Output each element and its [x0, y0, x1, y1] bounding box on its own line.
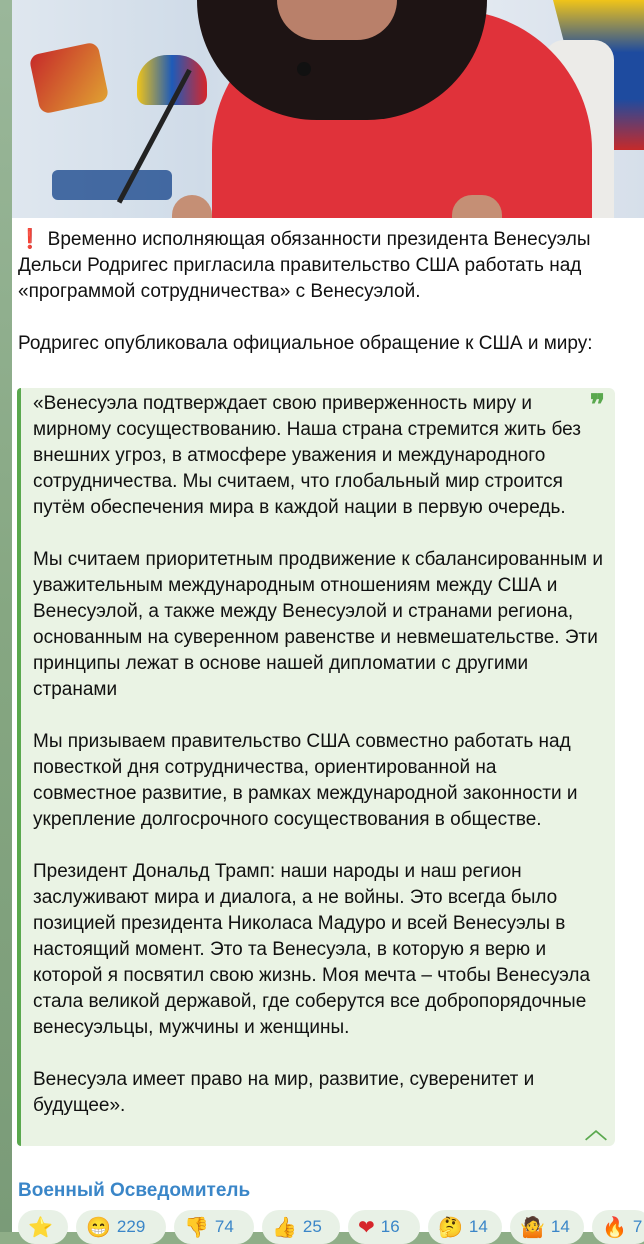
quote-bar	[17, 388, 21, 1146]
shrug-icon: 🤷	[520, 1216, 545, 1239]
reaction-thinking[interactable]	[428, 1210, 502, 1244]
reaction-count: 14	[468, 1217, 488, 1236]
quote-paragraph: Президент Дональд Трамп: наши народы и наш регион заслуживают мира и диалога, а не войны. Это всегда было позицией президента Николаса Мадуро и всей Венесуэлы в настоящий момент. Это та Венесуэла, в которую я верю и которой я посвятил свою жизнь. Моя мечта – чтобы Венесуэла стала великой державой, где соберутся все добропорядочные венесуэльцы, мужчины и женщины.	[33, 861, 591, 1038]
quote-paragraph: Венесуэла имеет право на мир, развитие, суверенитет и будущее».	[33, 1069, 535, 1116]
quote-icon: ❞	[589, 388, 605, 421]
blockquote[interactable]	[17, 388, 615, 1146]
heart-icon: ❤	[358, 1216, 375, 1239]
grin-icon: 😁	[86, 1216, 111, 1239]
quote-paragraph: «Венесуэла подтверждает свою приверженность миру и мирному сосуществованию. Наша страна стремится жить без внешних угроз, в атмосфере уважения и международного сотрудничества. Мы считаем, что глобальный мир строится путём обеспечения мира в каждой нации в первую очередь.	[33, 393, 581, 518]
reaction-count: 14	[550, 1217, 570, 1236]
star-icon: ⭐	[28, 1216, 53, 1239]
reactions-bar	[18, 1210, 644, 1239]
chat-background-strip	[0, 0, 12, 1232]
exclamation-icon: ❗	[18, 229, 42, 250]
reaction-count: 7	[632, 1217, 643, 1236]
reaction-shrug[interactable]	[510, 1210, 584, 1244]
emblem-logo	[29, 41, 110, 114]
reaction-heart[interactable]	[348, 1210, 420, 1244]
message-intro	[18, 227, 628, 305]
collapse-chevron-icon[interactable]: ︿	[584, 1118, 607, 1143]
reaction-thumbs-up[interactable]	[262, 1210, 340, 1244]
thumbs-down-icon: 👎	[184, 1216, 209, 1239]
reaction-star[interactable]	[18, 1210, 68, 1244]
gov-banner	[52, 170, 172, 200]
intro-text: Временно исполняющая обязанности президента Венесуэлы Дельси Родригес пригласила правительство США работать над «программой сотрудничества» с Венесуэлой.	[18, 229, 591, 302]
fire-icon: 🔥	[602, 1216, 627, 1239]
reaction-grin[interactable]	[76, 1210, 166, 1244]
reaction-thumbs-down[interactable]	[174, 1210, 254, 1244]
quote-paragraph: Мы считаем приоритетным продвижение к сбалансированным и уважительным международным отношениям между США и Венесуэлой, а также между Венесуэлой и странами региона, основанным на суверенном равенстве и невмешательстве. Эти принципы лежат в основе нашей дипломатии с другими странами	[33, 549, 603, 700]
channel-name-link[interactable]: Военный Осведомитель	[18, 1180, 251, 1201]
message-photo[interactable]	[12, 0, 644, 218]
reaction-count: 25	[302, 1217, 322, 1236]
reaction-fire[interactable]	[592, 1210, 644, 1244]
hand-left	[172, 195, 212, 218]
reaction-count: 16	[380, 1217, 400, 1236]
reaction-count: 229	[116, 1217, 146, 1236]
reaction-count: 74	[214, 1217, 234, 1236]
hand-right	[452, 195, 502, 218]
thinking-icon: 🤔	[438, 1216, 463, 1239]
microphone-head	[297, 62, 311, 76]
quote-text	[33, 391, 603, 1119]
message-subtitle: Родригес опубликовала официальное обращение к США и миру:	[18, 333, 593, 354]
quote-paragraph: Мы призываем правительство США совместно работать над повесткой дня сотрудничества, ориентированной на совместное развитие, в рамках международной законности и укрепление долгосрочного сосуществования в обществе.	[33, 731, 578, 830]
thumbs-up-icon: 👍	[272, 1216, 297, 1239]
